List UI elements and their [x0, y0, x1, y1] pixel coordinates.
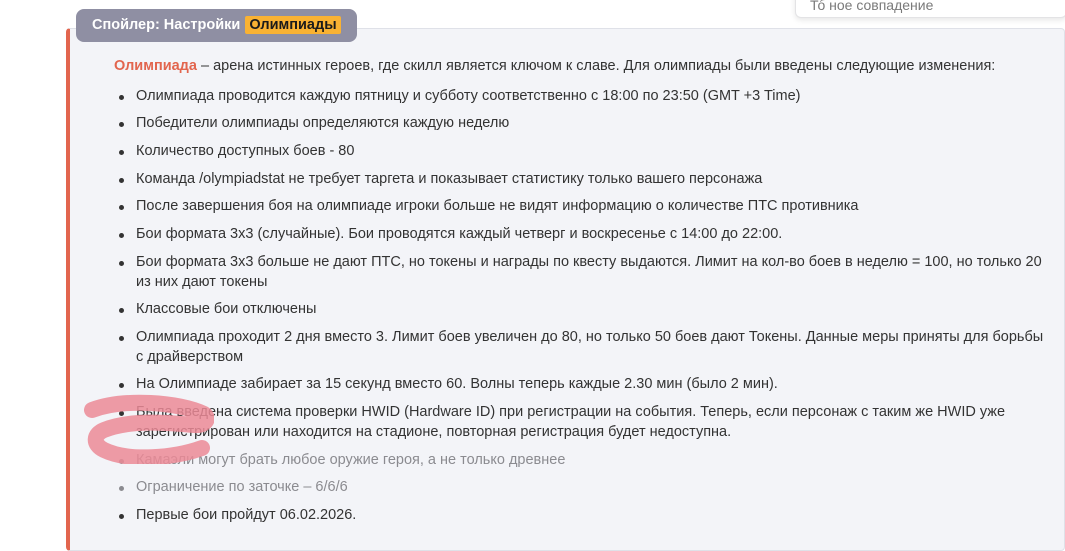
list-item: Была введена система проверки HWID (Hardware ID) при регистрации на события. Теперь, если персонаж с таким же HWID уже зарегистрирован или находится на стадионе, повторная регистрация будет недоступна.	[136, 403, 1046, 442]
list-item: Первые бои пройдут 06.02.2026.	[136, 506, 1046, 526]
popup-text: То︠ ное совпадение	[810, 0, 934, 13]
list-item: Ограничение по заточке – 6/6/6	[136, 478, 1046, 498]
changes-list	[110, 87, 1046, 526]
list-item: Классовые бои отключены	[136, 300, 1046, 320]
list-item: На Олимпиаде забирает за 15 секунд вместо 60. Волны теперь каждые 2.30 мин (было 2 мин).	[136, 375, 1046, 395]
spoiler-header-highlight: Олимпиады	[245, 16, 340, 34]
list-item: Команда /olympiadstat не требует таргета и показывает статистику только вашего персонажа	[136, 170, 1046, 190]
list-item: Количество доступных боев - 80	[136, 142, 1046, 162]
list-item: Победители олимпиады определяются каждую неделю	[136, 114, 1046, 134]
list-item: Олимпиада проходит 2 дня вместо 3. Лимит боев увеличен до 80, но только 50 боев дают Токены. Данные меры приняты для борьбы с драйверством	[136, 328, 1046, 367]
intro-text: – арена истинных героев, где скилл является ключом к славе. Для олимпиады были введены следующие изменения:	[196, 58, 996, 74]
intro-keyword: Олимпиада	[114, 58, 197, 74]
list-item: Камаэли могут брать любое оружие героя, а не только древнее	[136, 451, 1046, 471]
spoiler-block	[66, 0, 1065, 551]
spoiler-toggle-header[interactable]	[76, 9, 357, 42]
intro-paragraph	[114, 57, 1046, 77]
list-item: После завершения боя на олимпиаде игроки больше не видят информацию о количестве ПТС противника	[136, 197, 1046, 217]
list-item: Олимпиада проводится каждую пятницу и субботу соответственно с 18:00 по 23:50 (GMT +3 Time)	[136, 87, 1046, 107]
list-item: Бои формата 3х3 больше не дают ПТС, но токены и награды по квесту выдаются. Лимит на кол-во боев в неделю = 100, но только 20 из них дают токены	[136, 253, 1046, 292]
list-item: Бои формата 3х3 (случайные). Бои проводятся каждый четверг и воскресенье с 14:00 до 22:00.	[136, 225, 1046, 245]
spoiler-header-label: Спойлер: Настройки	[92, 17, 241, 33]
spoiler-content	[66, 28, 1065, 551]
